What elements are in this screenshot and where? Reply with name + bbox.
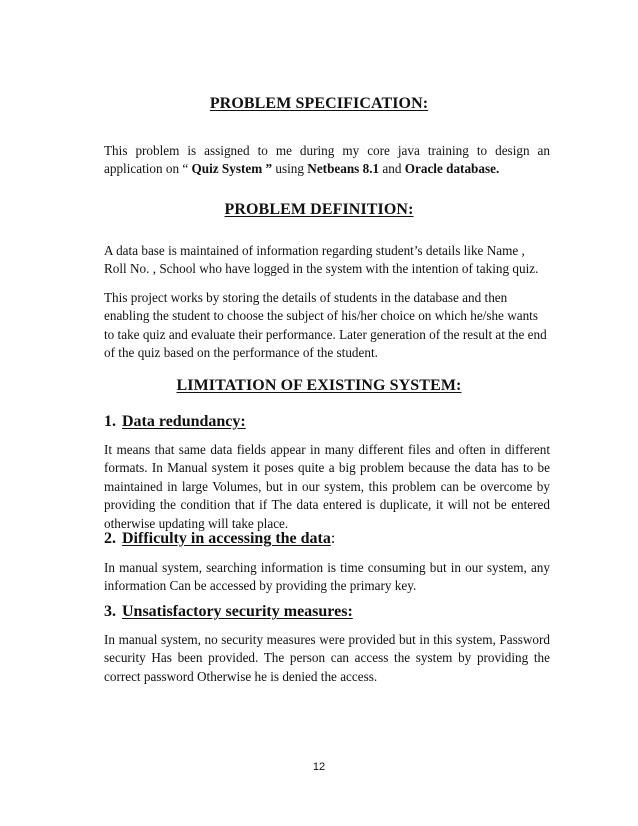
section-number: 3. (104, 603, 116, 620)
section-colon: : (330, 530, 336, 547)
spec-text-before: This problem is assigned to me during my core java training to design an application on “ (104, 143, 550, 177)
problem-definition-paragraph-1: A data base is maintained of information regarding student’s details like Name , Roll No. , School who have logged in the system with the intention of taking quiz. (104, 243, 539, 277)
spec-ide-name: Netbeans 8.1 (307, 161, 380, 177)
section-body-data-redundancy: It means that same data fields appear in many different files and often in different formats. In Manual system it poses quite a big problem because the data has to be maintained in large Volumes, but in our system, this problem can be overcome by providing the condition that if The data entered is duplicate, it will not be entered otherwise updating will take place. (104, 442, 550, 531)
section-title: Data redundancy: (122, 413, 246, 430)
heading-problem-specification: PROBLEM SPECIFICATION: (209, 95, 429, 112)
section-title: Unsatisfactory security measures: (122, 603, 353, 620)
section-body-unsatisfactory-security: In manual system, no security measures were provided but in this system, Password security Has been provided. The person can access the system by providing the correct password Otherwise he is denied the access. (104, 632, 550, 684)
heading-problem-definition: PROBLEM DEFINITION: (224, 201, 414, 218)
section-number: 2. (104, 530, 116, 547)
problem-specification-paragraph (104, 142, 550, 179)
section-heading-unsatisfactory-security (104, 603, 353, 621)
section-body-difficulty-accessing-data: In manual system, searching information is time consuming but in our system, any information Can be accessed by providing the primary key. (104, 560, 550, 594)
section-heading-difficulty-accessing-data (104, 530, 335, 548)
heading-limitation-existing-system: LIMITATION OF EXISTING SYSTEM: (176, 377, 462, 394)
spec-text-mid2: and (379, 161, 405, 177)
section-heading-data-redundancy (104, 413, 246, 431)
spec-database-name: Oracle database. (404, 161, 500, 177)
problem-definition-paragraph-2: This project works by storing the details of students in the database and then enabling the student to choose the subject of his/her choice on which he/she wants to take quiz and evaluate their performance. Later generation of the result at the end of the quiz based on the performance of the student. (104, 290, 547, 361)
section-title: Difficulty in accessing the data (122, 530, 331, 547)
spec-project-name: Quiz System ” (191, 161, 273, 177)
page-number: 12 (312, 761, 326, 773)
spec-text-mid1: using (272, 161, 308, 177)
section-number: 1. (104, 413, 116, 430)
